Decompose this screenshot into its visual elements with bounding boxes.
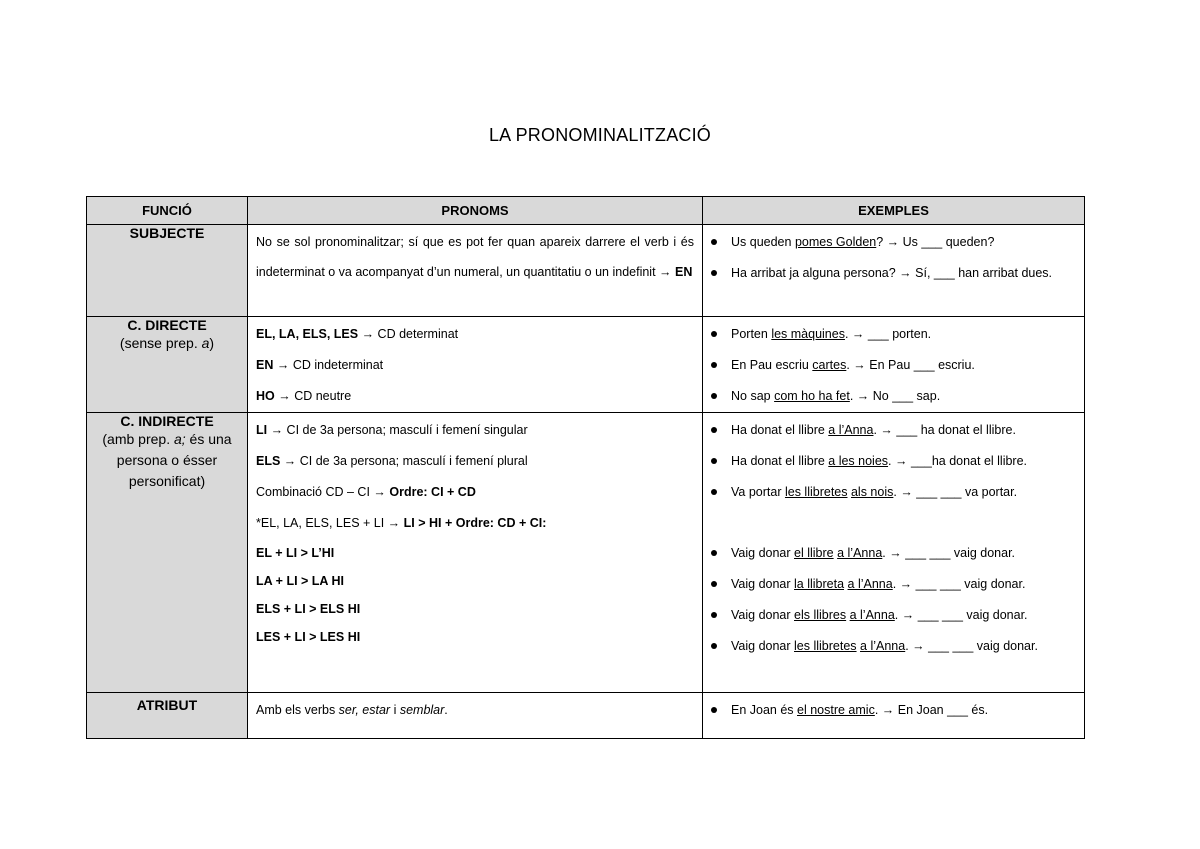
funcio-name: SUBJECTE: [129, 225, 205, 241]
exemples-subjecte: [703, 225, 1085, 317]
funcio-subjecte: [87, 225, 248, 317]
exemples-indirecte: [703, 413, 1085, 693]
pronoun-line: EN → CD indeterminat: [256, 358, 384, 372]
row-subjecte: [87, 225, 1085, 317]
pronoun-line: LES + LI > LES HI: [256, 630, 361, 644]
funcio-subtitle: personificat): [128, 473, 206, 489]
pronoun-line: *EL, LA, ELS, LES + LI → LI > HI + Ordre: CD + CI:: [256, 516, 547, 530]
pronoun-line: ELS → CI de 3a persona; masculí i femení plural: [256, 454, 528, 468]
list-item: Va portar les llibretes als nois. → ___ ___ va portar.: [709, 477, 1076, 508]
pronoms-atribut: [248, 693, 703, 739]
pronoun-line: Combinació CD – CI → Ordre: CI + CD: [256, 485, 476, 499]
list-item: Ha arribat ja alguna persona? → Sí, ___ han arribat dues.: [709, 258, 1076, 289]
list-item: Us queden pomes Golden? → Us ___ queden?: [709, 227, 1076, 258]
list-gap: [709, 508, 1076, 538]
list-item: Vaig donar el llibre a l’Anna. → ___ ___ vaig donar.: [709, 538, 1076, 569]
pronoun-line: Amb els verbs ser, estar i semblar.: [256, 703, 448, 717]
list-item: Porten les màquines. → ___ porten.: [709, 319, 1076, 350]
row-indirecte: [87, 413, 1085, 693]
list-item: No sap com ho ha fet. → No ___ sap.: [709, 381, 1076, 412]
pronoms-text: No se sol pronominalitzar; sí que es pot fer quan apareix darrere el verb i és indeterminat o va acompanyat d’un numeral, un quantitatiu o un indefinit → EN: [256, 235, 694, 279]
list-item: Vaig donar els llibres a l’Anna. → ___ ___ vaig donar.: [709, 600, 1076, 631]
funcio-subtitle: (sense prep. a): [119, 335, 215, 351]
funcio-directe: [87, 317, 248, 413]
row-directe: [87, 317, 1085, 413]
list-item: Vaig donar la llibreta a l’Anna. → ___ ___ vaig donar.: [709, 569, 1076, 600]
funcio-name: C. DIRECTE: [127, 317, 207, 333]
pronoms-directe: [248, 317, 703, 413]
exemples-directe: [703, 317, 1085, 413]
header-row: [87, 197, 1085, 225]
pronoun-line: HO → CD neutre: [256, 389, 352, 403]
pronoun-line: LA + LI > LA HI: [256, 574, 344, 588]
funcio-name: ATRIBUT: [136, 697, 198, 713]
header-pronoms: PRONOMS: [248, 197, 703, 225]
header-exemples: EXEMPLES: [703, 197, 1085, 225]
list-item: En Joan és el nostre amic. → En Joan ___ és.: [709, 695, 1076, 726]
funcio-atribut: [87, 693, 248, 739]
pronoms-indirecte: [248, 413, 703, 693]
pronoun-line: EL + LI > L’HI: [256, 546, 335, 560]
list-item: Vaig donar les llibretes a l’Anna. → ___ ___ vaig donar.: [709, 631, 1076, 662]
funcio-subtitle: persona o ésser: [116, 452, 218, 468]
funcio-name: C. INDIRECTE: [120, 413, 214, 429]
funcio-subtitle: (amb prep. a; és una: [102, 431, 232, 447]
pronoun-line: LI → CI de 3a persona; masculí i femení singular: [256, 423, 528, 437]
funcio-indirecte: [87, 413, 248, 693]
list-item: Ha donat el llibre a les noies. → ___ha donat el llibre.: [709, 446, 1076, 477]
pronoun-line: ELS + LI > ELS HI: [256, 602, 361, 616]
pronoun-line: EL, LA, ELS, LES → CD determinat: [256, 327, 459, 341]
row-atribut: [87, 693, 1085, 739]
pronoms-subjecte: [248, 225, 703, 317]
list-item: Ha donat el llibre a l’Anna. → ___ ha donat el llibre.: [709, 415, 1076, 446]
exemples-atribut: [703, 693, 1085, 739]
header-funcio: FUNCIÓ: [87, 197, 248, 225]
list-item: En Pau escriu cartes. → En Pau ___ escriu.: [709, 350, 1076, 381]
page-title: LA PRONOMINALITZACIÓ: [488, 125, 712, 145]
pronominalization-table: [86, 196, 1085, 739]
